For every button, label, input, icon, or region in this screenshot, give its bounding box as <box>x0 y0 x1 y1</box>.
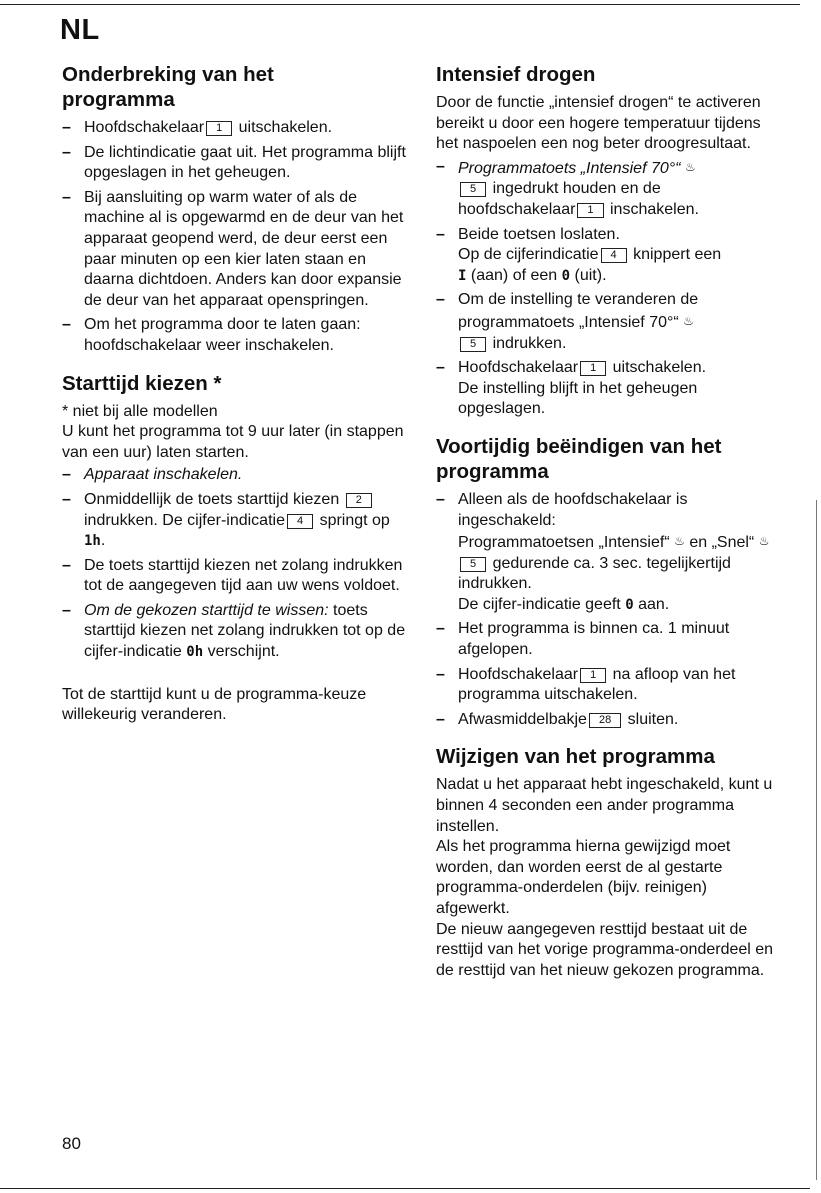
quick-program-icon: ♨ <box>758 534 770 549</box>
page-number: 80 <box>62 1134 81 1153</box>
paragraph: U kunt het programma tot 9 uur later (in stappen van een uur) laten starten. <box>62 423 404 461</box>
right-column <box>436 62 776 981</box>
language-label: NL <box>60 14 100 46</box>
display-symbol: 1h <box>84 533 101 550</box>
list-item: – Programmatoets „Intensief 70°“ ♨ 5 ingedrukt houden en de hoofdschakelaar 1 inschakelen. <box>436 157 776 221</box>
key-badge: 4 <box>287 514 313 529</box>
list-item: – Het programma is binnen ca. 1 minuut afgelopen. <box>436 619 776 660</box>
display-symbol: 0 <box>561 267 571 284</box>
key-badge: 1 <box>580 361 606 376</box>
list-item: – De lichtindicatie gaat uit. Het programma blijft opgeslagen in het geheugen. <box>62 143 408 184</box>
footnote: * niet bij alle modellen <box>62 402 218 420</box>
list-item: – Afwasmiddelbakje 28 sluiten. <box>436 710 776 731</box>
key-badge: 4 <box>601 248 627 263</box>
list-item: – Onmiddellijk de toets starttijd kiezen 2 indrukken. De cijfer-indicatie 4 springt op 1h. <box>62 490 408 552</box>
list-item: – Om het programma door te laten gaan: hoofdschakelaar weer inschakelen. <box>62 315 408 356</box>
key-badge: 5 <box>460 182 486 197</box>
section-title-wijzigen: Wijzigen van het programma <box>436 745 715 769</box>
key-badge: 5 <box>460 337 486 352</box>
display-symbol: 0 <box>625 596 634 613</box>
intensive-program-icon: ♨ <box>684 159 696 174</box>
paragraph: Door de functie „intensief drogen“ te activeren bereikt u door een hogere temperatuur tijdens het naspoelen een nog beter droogresultaat. <box>436 94 761 153</box>
list-item: – Bij aansluiting op warm water of als de machine al is opgewarmd en de deur van het apparaat geopend werd, de deur eerst een paar minuten op een kier laten staan en daarna dichtdoen. Anders kan door expansie de deur van het apparaat openspringen. <box>62 188 408 312</box>
onderbreking-list <box>62 118 408 357</box>
list-item: – Beide toetsen loslaten. Op de cijferindicatie 4 knippert een I (aan) of een 0 (uit). <box>436 225 776 287</box>
key-badge: 28 <box>589 713 621 728</box>
key-badge: 1 <box>580 668 606 683</box>
display-symbol: 0h <box>186 644 204 661</box>
paragraph: Als het programma hierna gewijzigd moet worden, dan worden eerst de al gestarte programma-onderdelen (bijv. reinigen) afgewerkt. <box>436 838 731 917</box>
intensief-list <box>436 157 776 420</box>
left-column <box>62 62 408 726</box>
list-item: – Hoofdschakelaar 1 uitschakelen. De instelling blijft in het geheugen opgeslagen. <box>436 358 776 420</box>
section-title-voortijdig: Voortijdig beëindigen van het programma <box>436 434 722 483</box>
bottom-rule <box>0 1188 810 1189</box>
list-item: – Om de gekozen starttijd te wissen: toets starttijd kiezen net zolang indrukken tot op de cijfer-indicatie 0h verschijnt. <box>62 601 408 663</box>
starttijd-list <box>62 465 408 662</box>
section-title-onderbreking: Onderbreking van het programma <box>62 63 274 111</box>
list-item: – Apparaat inschakelen. <box>62 465 408 486</box>
list-item: – Om de instelling te veranderen de programmatoets „Intensief 70°“ ♨ 5 indrukken. <box>436 290 776 354</box>
list-item: – Alleen als de hoofdschakelaar is ingeschakeld: Programmatoetsen „Intensief“ ♨ en „Snel“ ♨ 5 gedurende ca. 3 sec. tegelijkertijd indrukken. De cijfer-indicatie geeft 0 aan. <box>436 490 776 616</box>
section-title-starttijd: Starttijd kiezen * <box>62 371 222 395</box>
voortijdig-list <box>436 490 776 731</box>
key-badge: 1 <box>206 121 232 136</box>
list-item: – De toets starttijd kiezen net zolang indrukken tot de aangegeven tijd aan uw wens voldoet. <box>62 556 408 597</box>
paragraph: Tot de starttijd kunt u de programma-keuze willekeurig veranderen. <box>62 685 367 724</box>
key-badge: 1 <box>577 203 603 218</box>
top-rule <box>0 4 800 5</box>
key-badge: 2 <box>346 493 372 508</box>
list-item: – Hoofdschakelaar 1 na afloop van het programma uitschakelen. <box>436 665 776 706</box>
intensive-program-icon: ♨ <box>683 313 694 328</box>
key-badge: 5 <box>460 557 486 572</box>
display-symbol: I <box>458 267 467 284</box>
paragraph: De nieuw aangegeven resttijd bestaat uit de resttijd van het vorige programma-onderdeel en de resttijd van het nieuw gekozen programma. <box>436 920 774 979</box>
intensive-program-icon: ♨ <box>674 534 685 549</box>
right-edge-rule <box>816 500 817 1180</box>
section-title-intensief: Intensief drogen <box>436 63 596 86</box>
paragraph: Nadat u het apparaat hebt ingeschakeld, kunt u binnen 4 seconden een ander programma instellen. <box>436 776 773 835</box>
list-item: – Hoofdschakelaar 1 uitschakelen. <box>62 118 408 139</box>
